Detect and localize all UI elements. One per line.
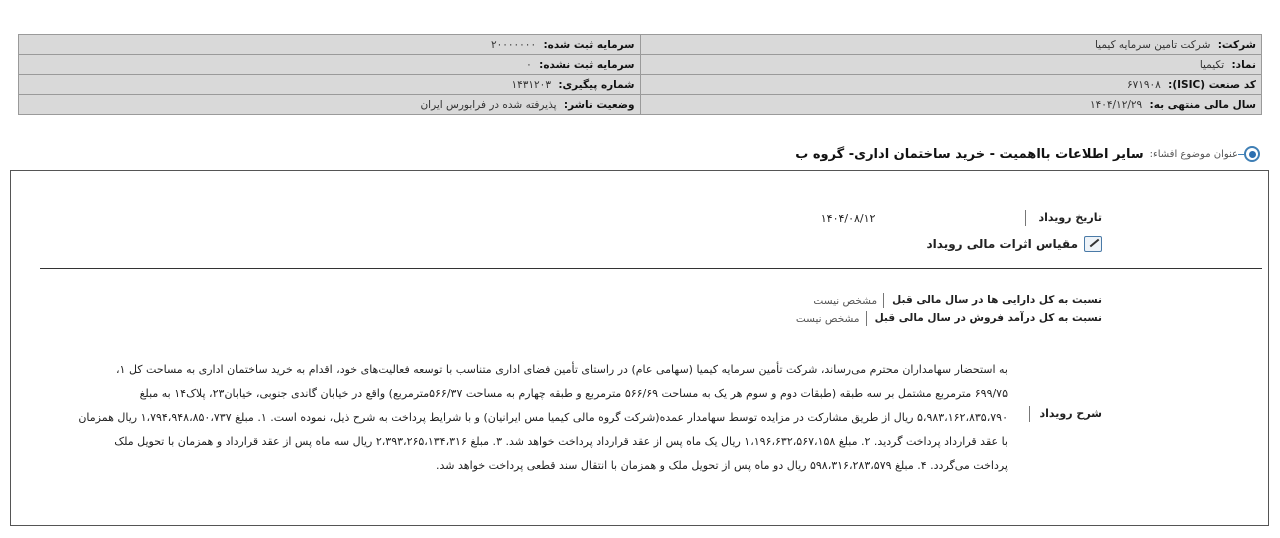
isic-value: ۶۷۱۹۰۸ — [1126, 78, 1161, 91]
ratio-sales-value: مشخص نیست — [795, 312, 860, 325]
reg-capital-value: ۲۰۰۰۰۰۰۰ — [490, 38, 537, 51]
description-line: پرداخت می‌گردد. ۴. مبلغ ۵۹۸،۳۱۶،۲۸۳،۵۷۹ ریال دو ماه پس از تحویل ملک و همزمان با انتقال سند قطعی پرداخت خواهد شد. — [436, 459, 1008, 472]
company-label: شرکت: — [1217, 38, 1256, 51]
company-value: شرکت تامین سرمایه کیمیا — [1094, 38, 1211, 51]
publisher-value: پذیرفته شده در فرابورس ایران — [420, 98, 557, 111]
company-info-table — [18, 34, 1262, 115]
unreg-capital-value: ۰ — [526, 58, 532, 71]
subject-title: سایر اطلاعات بااهمیت - خرید ساختمان اداری- گروه ب — [795, 146, 1144, 162]
fiscal-cell — [640, 95, 1262, 115]
description-line: به استحضار سهامداران محترم می‌رساند، شرکت تأمین سرمایه کیمیا (سهامی عام) در راستای تأمین فضای اداری متناسب با توسعه فعالیت‌های خود، اقدام به خرید ساختمان اداری به مساحت کل ۱، — [115, 363, 1008, 376]
tracking-cell — [19, 75, 641, 95]
unreg-capital-cell — [19, 55, 641, 75]
isic-label: کد صنعت (ISIC): — [1168, 78, 1256, 91]
reg-capital-label: سرمایه ثبت شده: — [543, 38, 635, 51]
company-cell — [640, 35, 1262, 55]
info-row — [19, 35, 1262, 55]
description-line: با عقد قرارداد پرداخت گردید. ۲. مبلغ ۱،۱۹۶،۶۳۲،۵۶۷،۱۵۸ ریال یک ماه پس از عقد قرارداد پرداخت خواهد شد. ۳. مبلغ ۲،۳۹۳،۲۶۵،۱۳۴،۳۱۶ ریال سه ماه پس از عقد قرارداد و همزمان با تحویل ملک — [114, 435, 1008, 448]
isic-cell — [640, 75, 1262, 95]
unreg-capital-label: سرمایه ثبت نشده: — [539, 58, 635, 71]
description-line: ۶۹۹/۷۵ مترمربع مشتمل بر سه طبقه (طبقات دوم و سوم هر یک به مساحت ۵۶۶/۶۹ مترمربع و طبقه چهارم به مساحت ۵۶۶/۳۷مترمربع) واقع در خیابان گاندی جنوبی، خیابان۲۳، پلاک۱۴ به مبلغ — [139, 387, 1008, 400]
symbol-cell — [640, 55, 1262, 75]
description-line: ۵،۹۸۳،۱۶۲،۸۳۵،۷۹۰ ریال از طریق مشارکت در مزایده توسط سهامدار عمده(شرکت گروه مالی کیمیا مس ایرانیان) و با شرایط پرداخت به شرح ذیل، نموده است. ۱. مبلغ ۱،۷۹۴،۹۴۸،۸۵۰،۷۳۷ ریال همزمان — [78, 411, 1008, 424]
fiscal-label: سال مالی منتهی به: — [1149, 98, 1256, 111]
ratio-sales-row — [796, 311, 1102, 326]
ratio-assets-label: نسبت به کل دارایی ها در سال مالی قبل — [883, 293, 1102, 308]
event-date-value: ۱۴۰۴/۰۸/۱۲ — [820, 211, 876, 225]
publisher-label: وضعیت ناشر: — [563, 98, 635, 111]
symbol-value: تکیمیا — [1199, 58, 1225, 71]
info-row — [19, 55, 1262, 75]
tracking-value: ۱۴۳۱۲۰۳ — [511, 78, 551, 91]
tracking-label: شماره پیگیری: — [558, 78, 635, 91]
publisher-cell — [19, 95, 641, 115]
event-date-row — [821, 210, 1102, 226]
radio-bullet-icon — [1244, 146, 1260, 162]
ratio-assets-value: مشخص نیست — [813, 294, 878, 307]
edit-note-icon — [1084, 236, 1102, 252]
symbol-label: نماد: — [1231, 58, 1256, 71]
disclosure-subject — [795, 146, 1260, 162]
ratio-assets-row — [813, 293, 1102, 308]
info-row — [19, 95, 1262, 115]
financial-impact-heading — [927, 236, 1102, 252]
description-label: شرح رویداد — [1029, 406, 1103, 422]
subject-prefix: عنوان موضوع افشاء: — [1149, 148, 1238, 160]
fiscal-value: ۱۴۰۴/۱۲/۲۹ — [1089, 98, 1143, 111]
ratio-sales-label: نسبت به کل درآمد فروش در سال مالی قبل — [866, 311, 1102, 326]
reg-capital-cell — [19, 35, 641, 55]
event-date-label: تاریخ رویداد — [1025, 210, 1102, 226]
info-row — [19, 75, 1262, 95]
event-description — [78, 358, 1008, 478]
section-divider — [40, 268, 1262, 269]
section-title: مقیاس اثرات مالی رویداد — [926, 237, 1078, 251]
